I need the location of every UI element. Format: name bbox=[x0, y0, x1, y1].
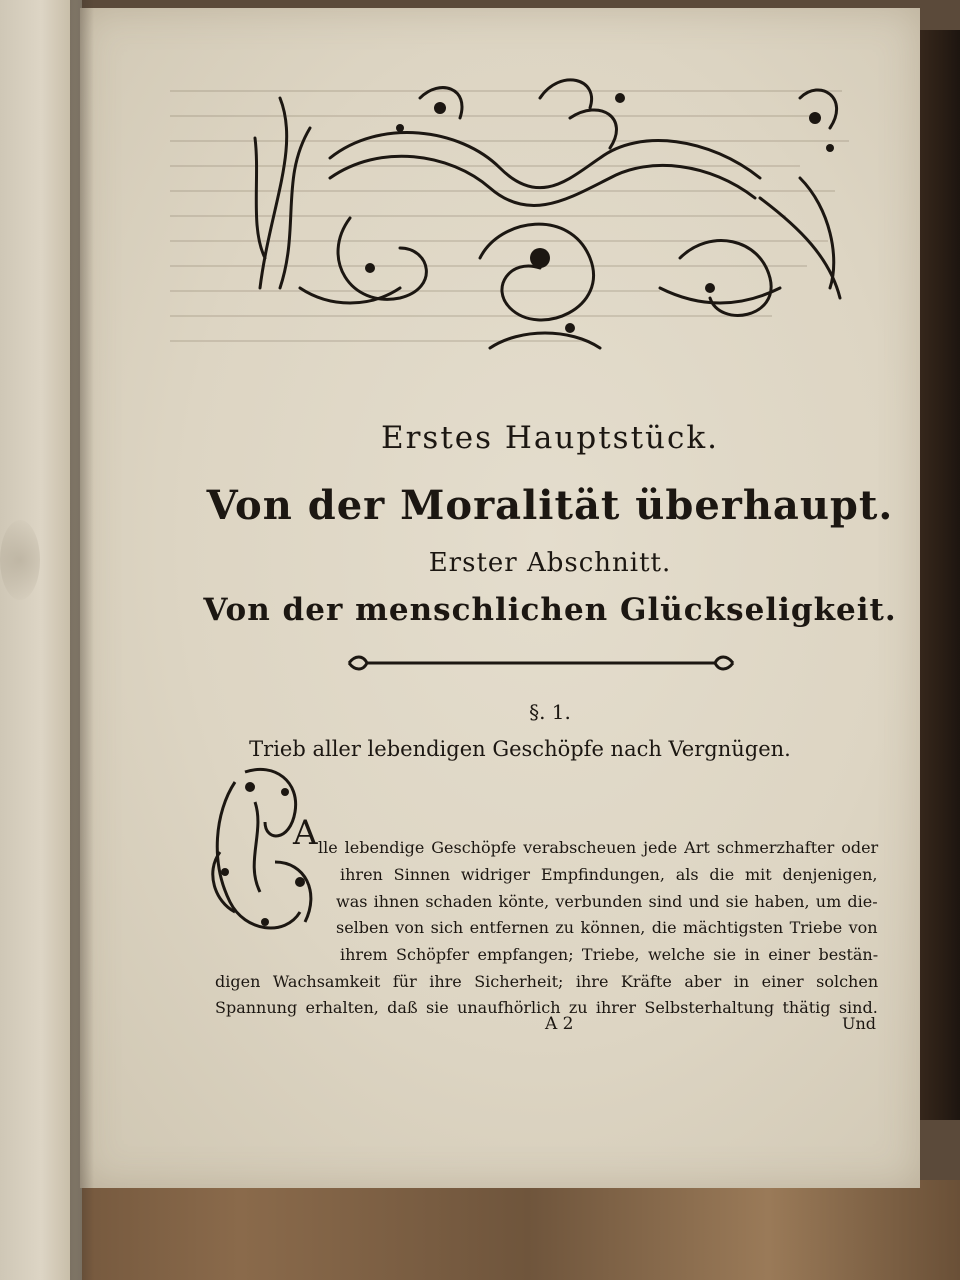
body-line-6: digen Wachsamkeit für ihre Sicherheit; ihre Kräfte aber in einer solchen bbox=[215, 972, 879, 991]
body-line-3: was ihnen schaden könte, verbunden sind und sie haben, um die- bbox=[336, 892, 878, 911]
body-line-2: ihren Sinnen widriger Empfindungen, als die mit denjenigen, bbox=[340, 865, 878, 884]
initial-letter: A bbox=[293, 813, 318, 853]
ornamental-rule bbox=[345, 653, 737, 673]
section-heading: Erster Abschnitt. bbox=[428, 548, 672, 578]
catchword: Und bbox=[842, 1014, 877, 1033]
chapter-title: Von der Moralität überhaupt. bbox=[206, 482, 894, 529]
body-line-4: selben von sich entfernen zu können, die mächtigsten Triebe von bbox=[336, 918, 878, 937]
body-line-7: Spannung erhalten, daß sie unaufhörlich zu ihrer Selbsterhaltung thätig sind. bbox=[215, 998, 878, 1017]
paragraph-title: Trieb aller lebendigen Geschöpfe nach Vergnügen. bbox=[249, 737, 791, 761]
chapter-heading: Erstes Hauptstück. bbox=[380, 420, 720, 456]
page-gutter-shadow bbox=[70, 0, 94, 1280]
body-line-5: ihrem Schöpfer empfangen; Triebe, welche sie in einer bestän- bbox=[340, 945, 879, 964]
wooden-table bbox=[0, 1180, 960, 1280]
ornamental-initial bbox=[205, 762, 330, 942]
headpiece-ornament bbox=[240, 58, 860, 358]
body-line-1: lle lebendige Geschöpfe verabscheuen jede Art schmerzhafter oder bbox=[318, 838, 879, 857]
signature-mark: A 2 bbox=[545, 1014, 574, 1034]
section-title: Von der menschlichen Glückseligkeit. bbox=[203, 592, 897, 628]
paragraph-number: §. 1. bbox=[529, 700, 571, 724]
